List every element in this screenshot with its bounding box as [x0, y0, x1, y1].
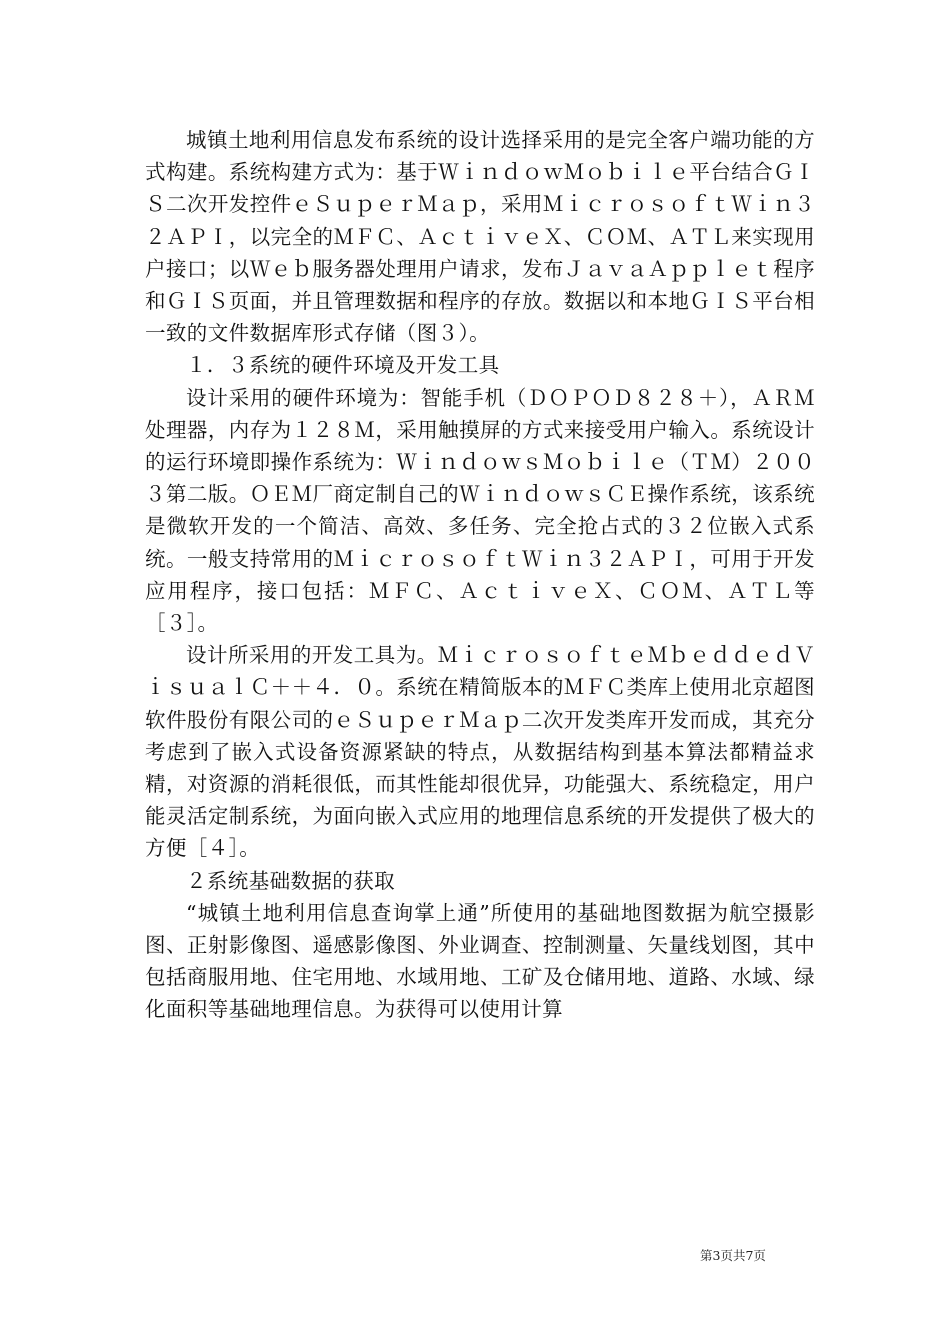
section-heading-1-3: １．３系统的硬件环境及开发工具: [186, 353, 500, 378]
page-number-footer: 第3页共7页: [700, 1248, 766, 1263]
section-heading-2: ２系统基础数据的获取: [186, 868, 395, 893]
paragraph-development-tools: 设计所采用的开发工具为。ＭｉｃｒｏｓｏｆｔｅＭｂｅｄｄｅｄＶｉｓｕａｌＣ＋＋４．０。系统在精简版本的ＭＦＣ类库上使用北京超图软件股份有限公司的ｅＳｕｐｅｒＭａｐ二次开发类库开发而成，其充分考虑到了嵌入式设备资源紧缺的特点，从数据结构到基本算法都精益求精，对资源的消耗很低，而其性能却很优异，功能强大、系统稳定，用户能灵活定制系统，为面向嵌入式应用的地理信息系统的开发提供了极大的方便［４］。: [145, 643, 815, 861]
paragraph-base-data: “城镇土地利用信息查询掌上通”所使用的基础地图数据为航空摄影图、正射影像图、遥感影像图、外业调查、控制测量、矢量线划图，其中包括商服用地、住宅用地、水域用地、工矿及仓储用地、道路、水域、绿化面积等基础地理信息。为获得可以使用计算: [145, 900, 815, 1022]
paragraph-hardware-environment: 设计采用的硬件环境为：智能手机（ＤＯＰＯＤ８２８＋），ＡＲＭ处理器，内存为１２８Ｍ，采用触摸屏的方式来接受用户输入。系统设计的运行环境即操作系统为：ＷｉｎｄｏｗｓＭｏｂｉｌｅ（ＴＭ）２００３第二版。ＯＥＭ厂商定制自己的ＷｉｎｄｏｗｓＣＥ操作系统，该系统是微软开发的一个简洁、高效、多任务、完全抢占式的３２位嵌入式系统。一般支持常用的ＭｉｃｒｏｓｏｆｔＷｉｎ３２ＡＰＩ，可用于开发应用程序，接口包括：ＭＦＣ、ＡｃｔｉｖｅＸ、ＣＯＭ、ＡＴＬ等［３］。: [145, 385, 815, 636]
paragraph-system-construction: 城镇土地利用信息发布系统的设计选择采用的是完全客户端功能的方式构建。系统构建方式为：基于ＷｉｎｄｏｗＭｏｂｉｌｅ平台结合ＧＩＳ二次开发控件ｅＳｕｐｅｒＭａｐ，采用ＭｉｃｒｏｓｏｆｔＷｉｎ３２ＡＰＩ，以完全的ＭＦＣ、ＡｃｔｉｖｅＸ、ＣＯＭ、ＡＴＬ来实现用户接口；以Ｗｅｂ服务器处理用户请求，发布ＪａｖａＡｐｐｌｅｔ程序和ＧＩＳ页面，并且管理数据和程序的存放。数据以和本地ＧＩＳ平台相一致的文件数据库形式存储（图３）。: [145, 128, 815, 346]
body-text: [145, 124, 815, 1026]
